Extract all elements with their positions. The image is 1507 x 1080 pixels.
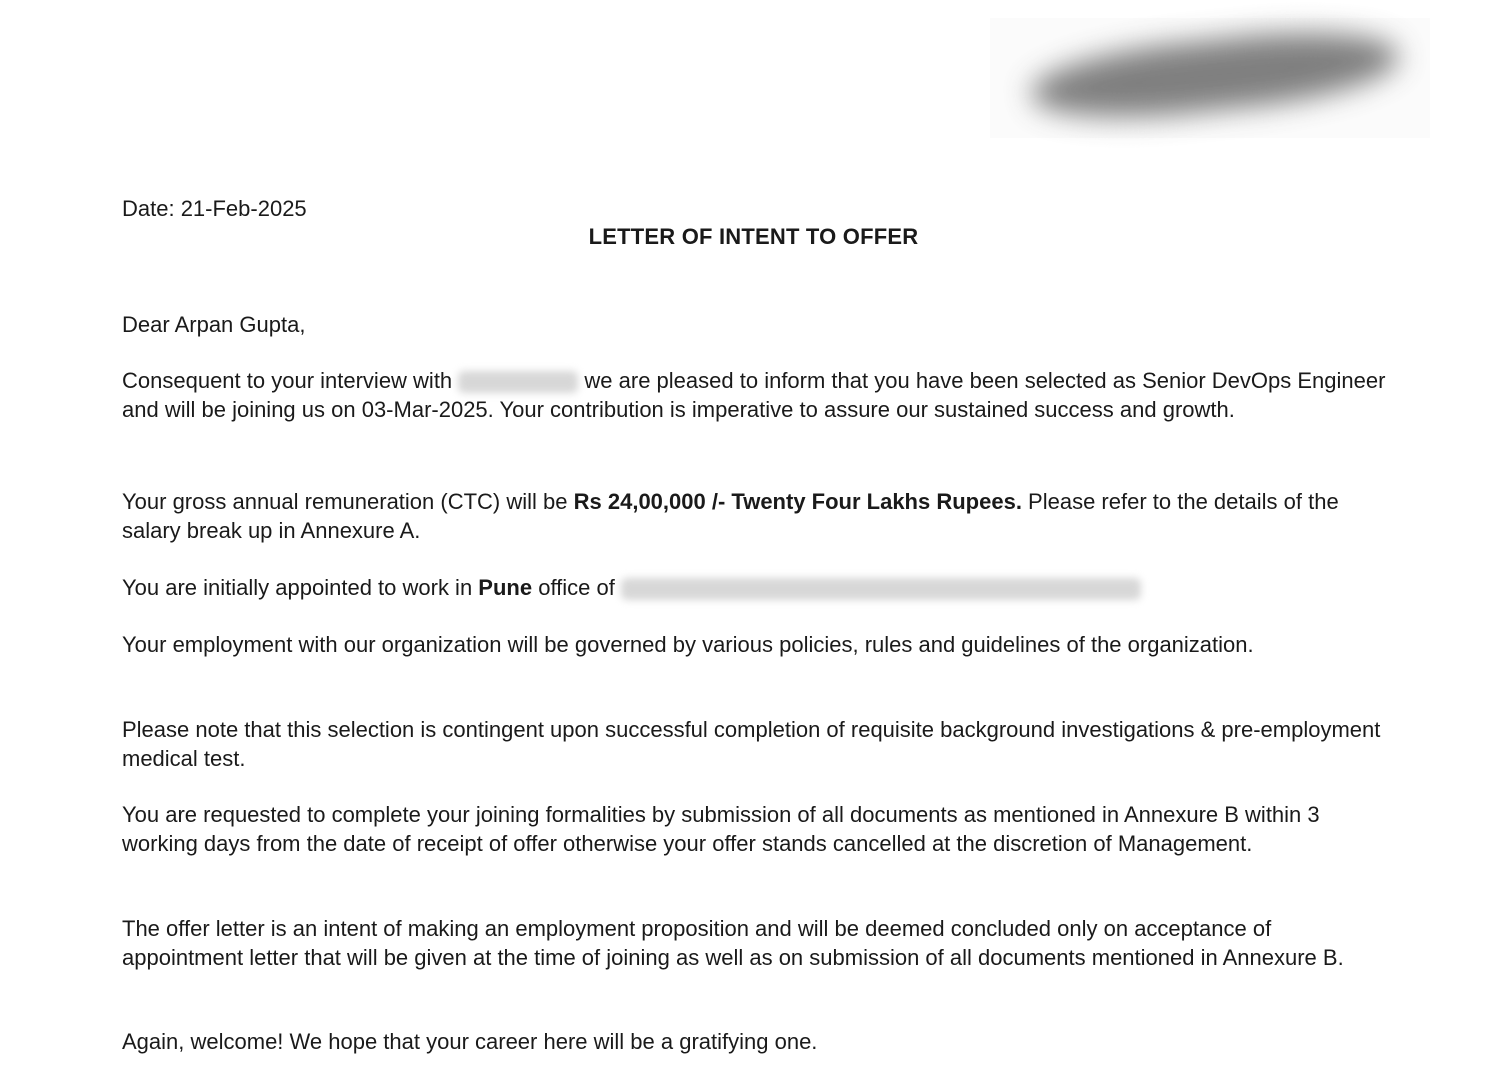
paragraph-selection-end: we are pleased to inform that you have been selected as Senior DevOps Engineer and will be joining us on 03-Mar-2025. Your contribution is imperative to assure our sustained success and growth. (122, 368, 1386, 422)
paragraph-location-start: You are initially appointed to work in (122, 575, 479, 600)
ctc-amount: Rs 24,00,000 /- Twenty Four Lakhs Rupees. (573, 489, 1022, 514)
paragraph-remuneration-start: Your gross annual remuneration (CTC) will be (122, 489, 574, 514)
office-location: Pune (478, 575, 533, 600)
paragraph-location (122, 573, 1387, 602)
paragraph-selection (122, 366, 1387, 424)
redacted-company-name (458, 371, 578, 393)
paragraph-background-check: Please note that this selection is contingent upon successful completion of requisite background investigations & pre-employment medical test. (122, 717, 1381, 771)
paragraph-policies: Your employment with our organization will be governed by various policies, rules and guidelines of the organization. (122, 632, 1254, 657)
paragraph-location-end: office of (532, 575, 615, 600)
redacted-company-legal-name (621, 578, 1141, 600)
letter-title: LETTER OF INTENT TO OFFER (588, 224, 919, 249)
paragraph-welcome: Again, welcome! We hope that your career here will be a gratifying one. (122, 1029, 818, 1054)
paragraph-joining-formalities: You are requested to complete your joining formalities by submission of all documents as mentioned in Annexure B within 3 working days from the date of receipt of offer otherwise your offer stands cancelled at the discretion of Management. (122, 802, 1320, 856)
paragraph-selection-start: Consequent to your interview with (122, 368, 453, 393)
paragraph-remuneration (122, 487, 1387, 545)
paragraph-remuneration-end: Please refer to the details of the salary break up in Annexure A. (122, 489, 1339, 543)
letter-date: Date: 21-Feb-2025 (122, 196, 307, 221)
salutation: Dear Arpan Gupta, (122, 312, 306, 337)
paragraph-offer-intent: The offer letter is an intent of making an employment proposition and will be deemed concluded only on acceptance of appointment letter that will be given at the time of joining as well as on submission of all documents mentioned in Annexure B. (122, 916, 1344, 970)
